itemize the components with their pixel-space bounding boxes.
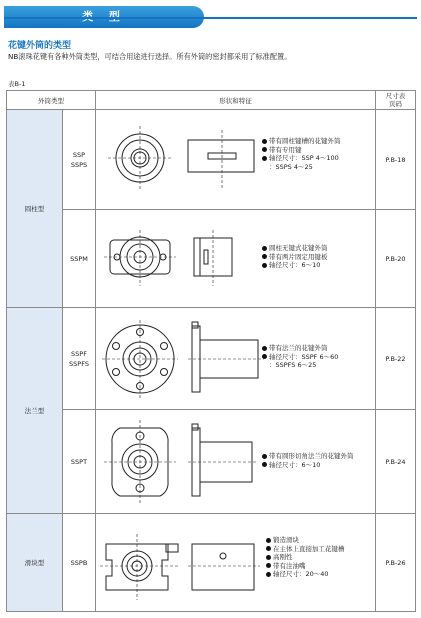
feature-item: [266, 562, 345, 571]
feature-list: [262, 137, 341, 171]
drawing-cell: [96, 514, 376, 612]
feature-text: 锻造滑块: [273, 536, 299, 544]
bullet-icon: [262, 354, 267, 359]
header-type: 外筒类型: [7, 91, 96, 110]
model-cell: [63, 514, 96, 612]
feature-text: 带有法兰的花键外筒: [269, 344, 328, 352]
section-description: NB滚珠花键有各种外筒类型，可结合用途进行选择。所有外筒的密封都采用了标准配置。: [8, 52, 292, 61]
table-label: 表B-1: [8, 80, 26, 88]
page-ref: P.B-18: [376, 110, 416, 210]
group-round: 圆柱型: [7, 110, 63, 308]
page-ref: P.B-20: [376, 210, 416, 308]
feature-list: [266, 536, 345, 579]
feature-item: [262, 344, 338, 353]
feature-item: [262, 137, 341, 146]
feature-item: [266, 553, 345, 562]
page-ref: P.B-22: [376, 308, 416, 410]
model-label: SSPM: [70, 254, 88, 263]
bullet-icon: [266, 546, 271, 551]
feature-item: [262, 146, 341, 155]
bullet-icon: [262, 346, 267, 351]
table-row: [7, 514, 416, 612]
bullet-icon: [266, 538, 271, 543]
header-page-label: 尺寸表页码: [385, 92, 406, 108]
table-row: [7, 308, 416, 410]
feature-text: 带有注油嘴: [273, 561, 306, 570]
section-subtitle: 花键外筒的类型: [8, 41, 72, 51]
bullet-icon: [266, 572, 271, 577]
feature-text: 带有专用键: [269, 145, 302, 154]
model-label: SSPF SSPFS: [69, 349, 89, 368]
drawing-cell: [96, 308, 376, 410]
feature-text: 轴径尺寸：SSPF 6～60: [269, 352, 339, 361]
model-label: SSPB: [70, 558, 88, 567]
type-table: [6, 90, 416, 612]
header-page: [376, 91, 416, 110]
bullet-icon: [262, 454, 267, 459]
model-cell: [63, 210, 96, 308]
group-block: 滑块型: [7, 514, 63, 612]
bullet-icon: [262, 254, 267, 259]
feature-text: 带有圆形切角法兰的花键外筒: [269, 452, 354, 460]
model-cell: [63, 308, 96, 410]
feature-item: [262, 353, 338, 362]
table-header-row: [7, 91, 416, 110]
feature-item: [262, 452, 354, 461]
title-rule: [4, 17, 417, 19]
feature-text: 在主体上直接加工花键槽: [273, 544, 345, 553]
feature-text: 圆柱无键式花键外筒: [269, 244, 328, 252]
bullet-icon: [262, 263, 267, 268]
feature-text: 轴径尺寸：6～10: [269, 460, 321, 469]
feature-item: [266, 570, 345, 579]
table-row: [7, 110, 416, 210]
page-ref: P.B-24: [376, 410, 416, 514]
page-ref: P.B-26: [376, 514, 416, 612]
feature-text: 轴径尺寸：20～40: [273, 570, 329, 578]
bullet-icon: [266, 563, 271, 568]
feature-item: ：SSPS 4～25: [269, 162, 313, 171]
model-cell: [63, 410, 96, 514]
bullet-icon: [262, 156, 267, 161]
feature-item: [262, 461, 354, 470]
feature-list: [262, 344, 338, 370]
bullet-icon: [262, 246, 267, 251]
feature-item: [266, 545, 345, 554]
bullet-icon: [262, 139, 267, 144]
header-shape: 形状和特征: [96, 91, 376, 110]
drawing-cell: [96, 110, 376, 210]
bullet-icon: [262, 147, 267, 152]
drawing-cell: [96, 210, 376, 308]
feature-text: 带有两片固定用键板: [269, 252, 328, 261]
feature-list: [262, 452, 354, 469]
feature-item: [262, 244, 328, 253]
feature-text: 轴径尺寸：6～10: [269, 261, 321, 269]
group-flange: 法兰型: [7, 308, 63, 514]
feature-text: 带有圆柱键槽的花键外筒: [269, 137, 341, 145]
model-label: SSP SSPS: [70, 150, 88, 169]
feature-item: ：SSPFS 6～25: [269, 361, 317, 369]
model-label: SSPT: [70, 457, 88, 466]
drawing-cell: [96, 410, 376, 514]
feature-item: [262, 261, 328, 270]
sspm-drawing: [96, 210, 376, 308]
feature-text: 轴径尺寸：SSP 4～100: [269, 154, 339, 162]
feature-item: [262, 154, 341, 163]
feature-list: [262, 244, 328, 270]
table-row: [7, 210, 416, 308]
feature-text: 高刚性: [273, 553, 293, 561]
model-cell: [63, 110, 96, 210]
feature-item: [266, 536, 345, 545]
bullet-icon: [262, 462, 267, 467]
bullet-icon: [266, 555, 271, 560]
table-row: [7, 410, 416, 514]
feature-item: [262, 253, 328, 262]
